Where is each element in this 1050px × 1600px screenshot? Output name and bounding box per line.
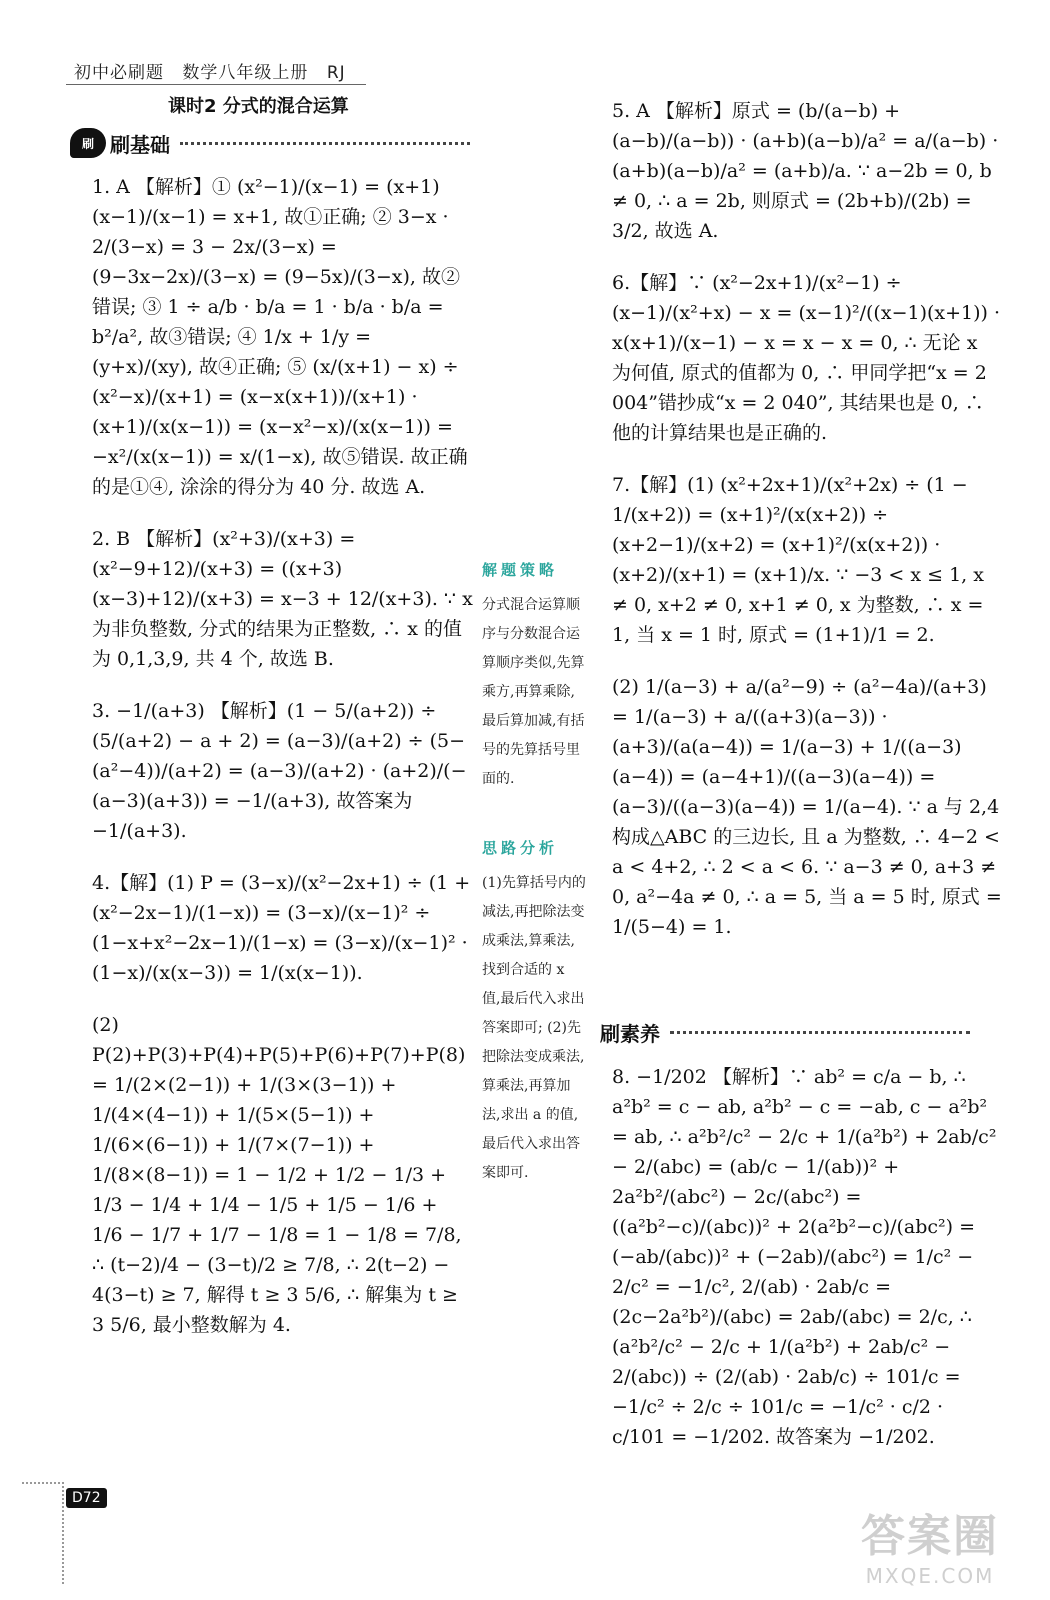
book-name: 初中必刷题 (74, 63, 164, 83)
tip-strategy-text: 分式混合运算顺序与分数混合运算顺序类似,先算乘方,再算乘除,最后算加减,有括号的先算括号里面的. (482, 597, 585, 787)
watermark-text: 答案圈 (861, 1511, 999, 1562)
lesson-title: 课时2 分式的混合运算 (168, 96, 349, 117)
solution-2: 2. B 【解析】(x²+3)/(x+3) = (x²−9+12)/(x+3) = ((x+3)(x−3)+12)/(x+3) = x−3 + 12/(x+3). ∵ x 为非负整数, 分式的结果为正整数, ∴ x 的值为 0,1,3,9, 共 4 个, 故选 B. (92, 528, 473, 670)
corner-mark (22, 1482, 64, 1584)
solution-3: 3. −1/(a+3) 【解析】(1 − 5/(a+2)) ÷ (5/(a+2) − a + 2) = (a−3)/(a+2) ÷ (5−(a²−4))/(a+2) = (a−3)/(a+2) · (a+2)/(−(a−3)(a+3)) = −1/(a+3), 故答案为 −1/(a+3). (92, 700, 467, 842)
tip-analysis-title: 思路分析 (482, 839, 559, 857)
section-basic-title: 刷基础 (110, 132, 170, 157)
section-divider (180, 142, 470, 145)
watermark-url: MXQE.COM (865, 1564, 995, 1588)
tip-analysis-text: (1)先算括号内的减法,再把除法变成乘法,算乘法,找到合适的 x 值,最后代入求出答案即可; (2)先把除法变成乘法,算乘法,再算加法,求出 a 的值,最后代入求出答案即可. (482, 875, 586, 1181)
watermark-logo (840, 1500, 1020, 1588)
right-column (612, 96, 1002, 964)
solution-8: 8. −1/202 【解析】∵ ab² = c/a − b, ∴ a²b² = c − ab, a²b² − c = −ab, c − a²b² = ab, ∴ a²b²/c² − 2/c + 1/(a²b²) + 2ab/c² − 2/(abc) = (ab/c − 1/(ab))² + 2a²b²/(abc²) − 2c/(abc²) = ((a²b²−c)/(abc))² + 2(a²b²−c)/(abc²) = (−ab/(abc))² + (−2ab)/(abc²) = 1/c² − 2/c² = −1/c², 2/(ab) · 2ab/c = (2c−2a²b²)/(abc) = 2ab/(abc) = 2/c, ∴ (a²b²/c² − 2/c + 1/(a²b²) + 2ab/c² − 2/(abc)) ÷ (2/(ab) · 2ab/c) ÷ 101/c = −1/c² ÷ 2/c ÷ 101/c = −1/c² · c/2 · c/101 = −1/202. 故答案为 −1/202. (612, 1066, 997, 1448)
right-column-bottom (612, 1062, 1002, 1474)
running-header (74, 58, 358, 83)
section-literacy (600, 1018, 970, 1047)
section-divider (670, 1031, 970, 1034)
solution-5: 5. A 【解析】原式 = (b/(a−b) + (a−b)/(a−b)) · (a+b)(a−b)/a² = a/(a−b) · (a+b)(a−b)/a² = (a+b)/a. ∵ a−2b = 0, b ≠ 0, ∴ a = 2b, 则原式 = (2b+b)/(2b) = 3/2, 故选 A. (612, 100, 999, 242)
left-column (92, 172, 474, 1362)
solution-7-part-1: 7.【解】(1) (x²+2x+1)/(x²+2x) ÷ (1 − 1/(x+2)) = (x+1)²/(x(x+2)) ÷ (x+2−1)/(x+2) = (x+1)²/(x(x+2)) · (x+2)/(x+1) = (x+1)/x. ∵ −3 < x ≤ 1, x ≠ 0, x+2 ≠ 0, x+1 ≠ 0, x 为整数, ∴ x = 1, 当 x = 1 时, 原式 = (1+1)/1 = 2. (612, 474, 984, 646)
header-rule (66, 84, 366, 85)
subject-name: 数学八年级上册 (182, 63, 309, 83)
tip-strategy-title: 解题策略 (482, 561, 559, 579)
page-number: D72 (66, 1488, 107, 1508)
tip-strategy (482, 556, 586, 794)
section-basic (70, 128, 470, 158)
section-badge: 刷 (70, 128, 106, 158)
solution-4-part-2: (2) P(2)+P(3)+P(4)+P(5)+P(6)+P(7)+P(8) = 1/(2×(2−1)) + 1/(3×(3−1)) + 1/(4×(4−1)) + 1/(5×(5−1)) + 1/(6×(6−1)) + 1/(7×(7−1)) + 1/(8×(8−1)) = 1 − 1/2 + 1/2 − 1/3 + 1/3 − 1/4 + 1/4 − 1/5 + 1/5 − 1/6 + 1/6 − 1/7 + 1/7 − 1/8 = 1 − 1/8 = 7/8, ∴ (t−2)/4 − (3−t)/2 ≥ 7/8, ∴ 2(t−2) − 4(3−t) ≥ 7, 解得 t ≥ 3 5/6, ∴ 解集为 t ≥ 3 5/6, 最小整数解为 4. (92, 1014, 466, 1336)
solution-1: 1. A 【解析】① (x²−1)/(x−1) = (x+1)(x−1)/(x−1) = x+1, 故①正确; ② 3−x · 2/(3−x) = 3 − 2x/(3−x) = (9−3x−2x)/(3−x) = (9−5x)/(3−x), 故②错误; ③ 1 ÷ a/b · b/a = 1 · b/a · b/a = b²/a², 故③错误; ④ 1/x + 1/y = (y+x)/(xy), 故④正确; ⑤ (x/(x+1) − x) ÷ (x²−x)/(x+1) = (x−x(x+1))/(x+1) · (x+1)/(x(x−1)) = (x−x²−x)/(x(x−1)) = −x²/(x(x−1)) = x/(1−x), 故⑤错误. 故正确的是①④, 涂涂的得分为 40 分. 故选 A. (92, 176, 468, 498)
tip-analysis (482, 834, 586, 1188)
solution-6: 6.【解】∵ (x²−2x+1)/(x²−1) ÷ (x−1)/(x²+x) − x = (x−1)²/((x−1)(x+1)) · x(x+1)/(x−1) − x = x − x = 0, ∴ 无论 x 为何值, 原式的值都为 0, ∴ 甲同学把“x = 2 004”错抄成“x = 2 040”, 其结果也是 0, ∴ 他的计算结果也是正确的. (612, 272, 1001, 444)
solution-7-part-2: (2) 1/(a−3) + a/(a²−9) ÷ (a²−4a)/(a+3) = 1/(a−3) + a/((a+3)(a−3)) · (a+3)/(a(a−4)) = 1/(a−3) + 1/((a−3)(a−4)) = (a−4+1)/((a−3)(a−4)) = (a−3)/((a−3)(a−4)) = 1/(a−4). ∵ a 与 2,4 构成△ABC 的三边长, 且 a 为整数, ∴ 4−2 < a < 4+2, ∴ 2 < a < 6. ∵ a−3 ≠ 0, a+3 ≠ 0, a²−4a ≠ 0, ∴ a = 5, 当 a = 5 时, 原式 = 1/(5−4) = 1. (612, 676, 1002, 938)
edition-label: RJ (326, 63, 346, 83)
solution-4-part-1: 4.【解】(1) P = (3−x)/(x²−2x+1) ÷ (1 + (x²−2x−1)/(1−x)) = (3−x)/(x−1)² ÷ (1−x+x²−2x−1)/(1−x) = (3−x)/(x−1)² · (1−x)/(x(x−3)) = 1/(x(x−1)). (92, 872, 471, 984)
section-literacy-title: 刷素养 (600, 1022, 660, 1046)
